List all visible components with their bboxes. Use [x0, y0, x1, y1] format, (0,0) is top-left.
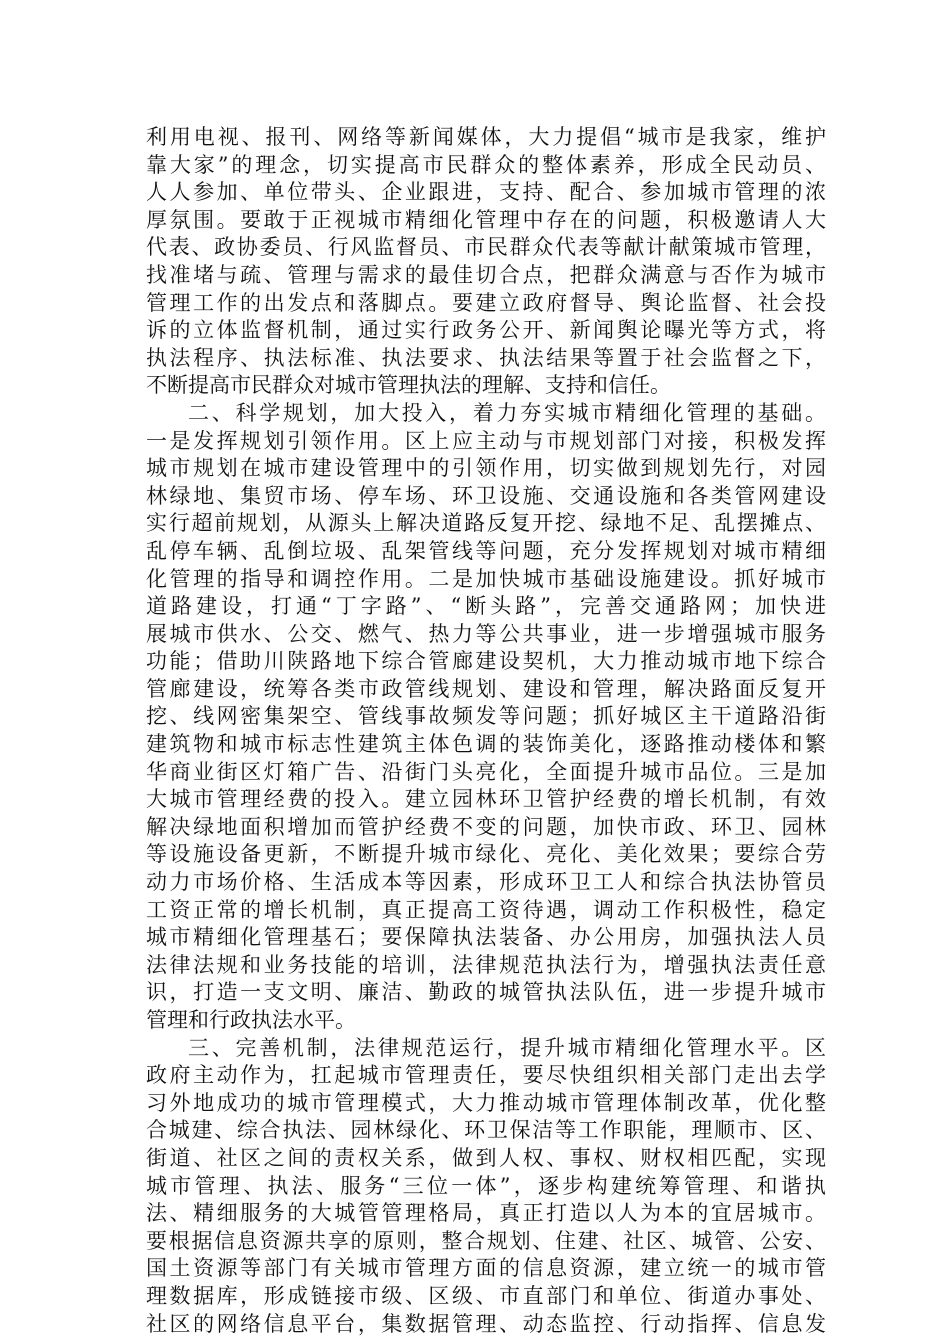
text-line: 厚氛围。要敢于正视城市精细化管理中存在的问题，积极邀请人大 — [146, 207, 826, 232]
text-line: 靠大家”的理念，切实提高市民群众的整体素养，形成全民动员、 — [146, 152, 826, 177]
text-line: 华商业街区灯箱广告、沿街门头亮化，全面提升城市品位。三是加 — [146, 759, 826, 784]
section-heading-line: 三、完善机制，法律规范运行，提升城市精细化管理水平。区 — [188, 1035, 826, 1060]
text-line: 城市规划在城市建设管理中的引领作用，切实做到规划先行，对园 — [146, 456, 826, 481]
text-line: 法、精细服务的大城管管理格局，真正打造以人为本的宜居城市。 — [146, 1201, 826, 1226]
text-line: 人人参加、单位带头、企业跟进，支持、配合、参加城市管理的浓 — [146, 180, 826, 205]
text-line: 要根据信息资源共享的原则，整合规划、住建、社区、城管、公安、 — [146, 1228, 826, 1253]
text-line: 工资正常的增长机制，真正提高工资待遇，调动工作积极性，稳定 — [146, 897, 826, 922]
text-line: 管理工作的出发点和落脚点。要建立政府督导、舆论监督、社会投 — [146, 290, 826, 315]
text-line: 实行超前规划，从源头上解决道路反复开挖、绿地不足、乱摆摊点、 — [146, 511, 826, 536]
text-line: 政府主动作为，扛起城市管理责任，要尽快组织相关部门走出去学 — [146, 1063, 826, 1088]
text-line: 合城建、综合执法、园林绿化、环卫保洁等工作职能，理顺市、区、 — [146, 1118, 826, 1143]
text-line: 国土资源等部门有关城市管理方面的信息资源，建立统一的城市管 — [146, 1256, 826, 1281]
text-line: 道路建设，打通“丁字路”、“断头路”，完善交通路网；加快进 — [146, 594, 826, 619]
text-line: 街道、社区之间的责权关系，做到人权、事权、财权相匹配，实现 — [146, 1145, 826, 1170]
text-line: 建筑物和城市标志性建筑主体色调的装饰美化，逐路推动楼体和繁 — [146, 732, 826, 757]
text-line: 等设施设备更新，不断提升城市绿化、亮化、美化效果；要综合劳 — [146, 842, 826, 867]
text-line: 解决绿地面积增加而管护经费不变的问题，加快市政、环卫、园林 — [146, 814, 826, 839]
text-line: 管廊建设，统筹各类市政管线规划、建设和管理，解决路面反复开 — [146, 676, 826, 701]
text-line: 城市精细化管理基石；要保障执法装备、办公用房，加强执法人员 — [146, 925, 826, 950]
text-line: 社区的网络信息平台，集数据管理、动态监控、行动指挥、信息发 — [146, 1311, 826, 1336]
text-line: 利用电视、报刊、网络等新闻媒体，大力提倡“城市是我家，维护 — [146, 125, 826, 149]
text-line: 挖、线网密集架空、管线事故频发等问题；抓好城区主干道路沿街 — [146, 704, 826, 729]
text-line: 代表、政协委员、行风监督员、市民群众代表等献计献策城市管理， — [146, 235, 826, 260]
text-line: 城市管理、执法、服务“三位一体”，逐步构建统筹管理、和谐执 — [146, 1173, 826, 1198]
section-heading-line: 二、科学规划，加大投入，着力夯实城市精细化管理的基础。 — [188, 400, 826, 425]
text-line: 诉的立体监督机制，通过实行政务公开、新闻舆论曝光等方式，将 — [146, 318, 826, 343]
text-line: 识，打造一支文明、廉洁、勤政的城管执法队伍，进一步提升城市 — [146, 980, 826, 1005]
text-line: 化管理的指导和调控作用。二是加快城市基础设施建设。抓好城市 — [146, 566, 826, 591]
text-line: 找准堵与疏、管理与需求的最佳切合点，把群众满意与否作为城市 — [146, 262, 826, 287]
text-line: 大城市管理经费的投入。建立园林环卫管护经费的增长机制，有效 — [146, 787, 826, 812]
text-line: 法律法规和业务技能的培训，法律规范执法行为，增强执法责任意 — [146, 952, 826, 977]
text-line: 展城市供水、公交、燃气、热力等公共事业，进一步增强城市服务 — [146, 621, 826, 646]
text-line: 动力市场价格、生活成本等因素，形成环卫工人和综合执法协管员 — [146, 870, 826, 895]
text-line: 管理和行政执法水平。 — [146, 1008, 356, 1032]
document-body — [146, 124, 826, 1338]
text-line: 乱停车辆、乱倒垃圾、乱架管线等问题，充分发挥规划对城市精细 — [146, 538, 826, 563]
text-line: 林绿地、集贸市场、停车场、环卫设施、交通设施和各类管网建设 — [146, 483, 826, 508]
text-line: 功能；借助川陕路地下综合管廊建设契机，大力推动城市地下综合 — [146, 649, 826, 674]
text-line: 习外地成功的城市管理模式，大力推动城市管理体制改革，优化整 — [146, 1090, 826, 1115]
text-line: 理数据库，形成链接市级、区级、市直部门和单位、街道办事处、 — [146, 1283, 826, 1308]
text-line: 不断提高市民群众对城市管理执法的理解、支持和信任。 — [146, 373, 671, 398]
text-line: 执法程序、执法标准、执法要求、执法结果等置于社会监督之下， — [146, 345, 826, 370]
text-line: 一是发挥规划引领作用。区上应主动与市规划部门对接，积极发挥 — [146, 428, 826, 453]
